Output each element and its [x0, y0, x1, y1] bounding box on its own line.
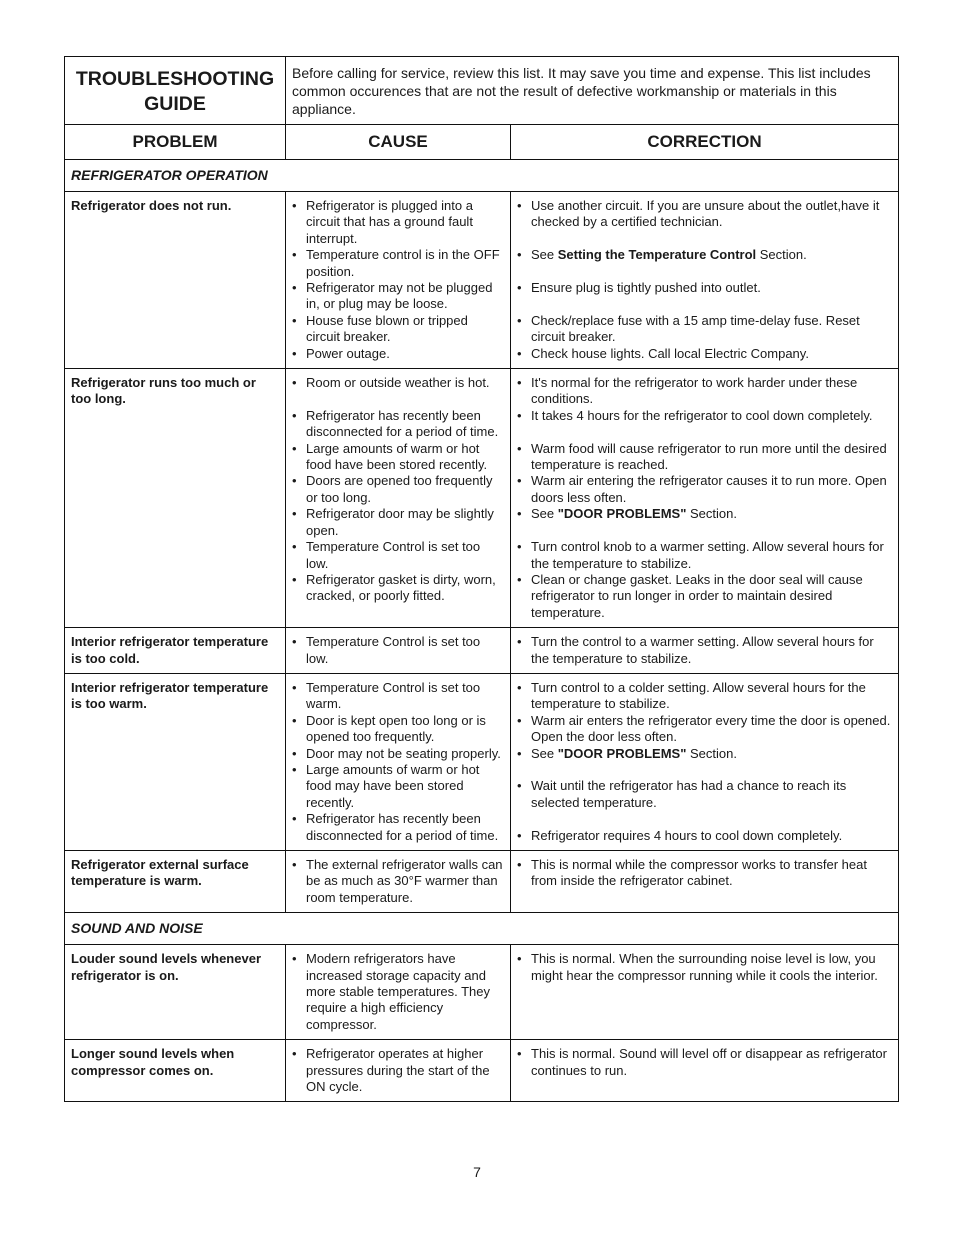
correction-item: • This is normal. When the surrounding noise level is low, you might hear the compressor running while it cools the interior.	[517, 951, 892, 984]
cause-item: • House fuse blown or tripped circuit breaker.	[292, 313, 504, 346]
cause-item: • The external refrigerator walls can be as much as 30°F warmer than room temperature.	[292, 857, 504, 906]
cause-cell	[286, 1040, 511, 1102]
problem-cell: Longer sound levels when compressor comes on.	[65, 1040, 286, 1102]
emphasis-text: "DOOR PROBLEMS"	[557, 745, 687, 761]
problem-cell: Refrigerator external surface temperature is warm.	[65, 851, 286, 913]
table-row	[65, 1040, 899, 1102]
cause-item: • Door may not be seating properly.	[292, 746, 504, 762]
cause-cell	[286, 369, 511, 628]
correction-item: • Turn control knob to a warmer setting. Allow several hours for the temperature to stabilize.	[517, 539, 892, 572]
cause-item: • Refrigerator may not be plugged in, or plug may be loose.	[292, 280, 504, 313]
correction-cell	[511, 851, 899, 913]
cause-cell	[286, 851, 511, 913]
page-number: 7	[473, 1164, 481, 1180]
problem-cell: Interior refrigerator temperature is too cold.	[65, 628, 286, 674]
correction-item: • See Setting the Temperature Control Section.	[517, 247, 892, 263]
cause-cell	[286, 192, 511, 369]
cause-item: • Refrigerator has recently been disconnected for a period of time.	[292, 811, 504, 844]
cause-item: • Modern refrigerators have increased storage capacity and more stable temperatures. They require a high efficiency compressor.	[292, 951, 504, 1033]
cause-item: • Large amounts of warm or hot food may have been stored recently.	[292, 762, 504, 811]
correction-item: • See "DOOR PROBLEMS" Section.	[517, 746, 892, 762]
section-row	[65, 160, 899, 192]
section-title: REFRIGERATOR OPERATION	[65, 160, 899, 192]
cause-item: • Refrigerator door may be slightly open.	[292, 506, 504, 539]
table-row	[65, 192, 899, 369]
correction-cell	[511, 1040, 899, 1102]
section-title: SOUND AND NOISE	[65, 913, 899, 945]
correction-item: • Refrigerator requires 4 hours to cool down completely.	[517, 828, 892, 844]
header-cause: CAUSE	[286, 125, 511, 160]
correction-item: • Check/replace fuse with a 15 amp time-delay fuse. Reset circuit breaker.	[517, 313, 892, 346]
cause-item: • Doors are opened too frequently or too long.	[292, 473, 504, 506]
cause-cell	[286, 628, 511, 674]
correction-item: • Warm air enters the refrigerator every time the door is opened. Open the door less often.	[517, 713, 892, 746]
correction-item: • Warm food will cause refrigerator to run more until the desired temperature is reached.	[517, 441, 892, 474]
correction-cell	[511, 628, 899, 674]
cause-item: • Refrigerator is plugged into a circuit that has a ground fault interrupt.	[292, 198, 504, 247]
problem-cell: Louder sound levels whenever refrigerator is on.	[65, 945, 286, 1040]
cause-item: • Power outage.	[292, 346, 504, 362]
cause-item: • Refrigerator operates at higher pressures during the start of the ON cycle.	[292, 1046, 504, 1095]
correction-item: • Wait until the refrigerator has had a chance to reach its selected temperature.	[517, 778, 892, 811]
guide-title: TROUBLESHOOTING GUIDE	[65, 57, 286, 125]
emphasis-text: "DOOR PROBLEMS"	[557, 506, 687, 522]
title-row	[65, 57, 899, 125]
problem-cell: Interior refrigerator temperature is too warm.	[65, 673, 286, 850]
cause-item: • Temperature control is in the OFF position.	[292, 247, 504, 280]
cause-cell	[286, 673, 511, 850]
correction-item: • Turn control to a colder setting. Allow several hours for the temperature to stabilize.	[517, 680, 892, 713]
correction-cell	[511, 673, 899, 850]
correction-item: • See "DOOR PROBLEMS" Section.	[517, 506, 892, 522]
table-row	[65, 945, 899, 1040]
problem-cell: Refrigerator runs too much or too long.	[65, 369, 286, 628]
cause-item: • Temperature Control is set too low.	[292, 634, 504, 667]
header-problem: PROBLEM	[65, 125, 286, 160]
cause-item: • Door is kept open too long or is opened too frequently.	[292, 713, 504, 746]
table-row	[65, 369, 899, 628]
header-correction: CORRECTION	[511, 125, 899, 160]
troubleshooting-table	[64, 56, 899, 1102]
table-row	[65, 673, 899, 850]
cause-cell	[286, 945, 511, 1040]
table-row	[65, 851, 899, 913]
correction-cell	[511, 369, 899, 628]
correction-item: • Check house lights. Call local Electric Company.	[517, 346, 892, 362]
correction-item: • This is normal. Sound will level off or disappear as refrigerator continues to run.	[517, 1046, 892, 1079]
guide-intro: Before calling for service, review this list. It may save you time and expense. This list includes common occurences that are not the result of defective workmanship or materials in this appliance.	[286, 57, 899, 125]
cause-item: • Refrigerator gasket is dirty, worn, cracked, or poorly fitted.	[292, 572, 504, 605]
cause-item: • Temperature Control is set too low.	[292, 539, 504, 572]
cause-item: • Refrigerator has recently been disconnected for a period of time.	[292, 408, 504, 441]
table-row	[65, 628, 899, 674]
cause-item: • Temperature Control is set too warm.	[292, 680, 504, 713]
problem-cell: Refrigerator does not run.	[65, 192, 286, 369]
emphasis-text: Setting the Temperature Control	[557, 247, 757, 263]
correction-item: • It's normal for the refrigerator to work harder under these conditions.	[517, 375, 892, 408]
correction-item: • This is normal while the compressor works to transfer heat from inside the refrigerator cabinet.	[517, 857, 892, 890]
section-row	[65, 913, 899, 945]
cause-item: • Large amounts of warm or hot food have been stored recently.	[292, 441, 504, 474]
column-header-row	[65, 125, 899, 160]
correction-cell	[511, 192, 899, 369]
correction-item: • Clean or change gasket. Leaks in the door seal will cause refrigerator to run longer in order to maintain desired temperature.	[517, 572, 892, 621]
correction-item: • Ensure plug is tightly pushed into outlet.	[517, 280, 892, 296]
cause-item: • Room or outside weather is hot.	[292, 375, 504, 391]
correction-cell	[511, 945, 899, 1040]
correction-item: • It takes 4 hours for the refrigerator to cool down completely.	[517, 408, 892, 424]
correction-item: • Turn the control to a warmer setting. Allow several hours for the temperature to stabilize.	[517, 634, 892, 667]
correction-item: • Use another circuit. If you are unsure about the outlet,have it checked by a certified technician.	[517, 198, 892, 231]
correction-item: • Warm air entering the refrigerator causes it to run more. Open doors less often.	[517, 473, 892, 506]
